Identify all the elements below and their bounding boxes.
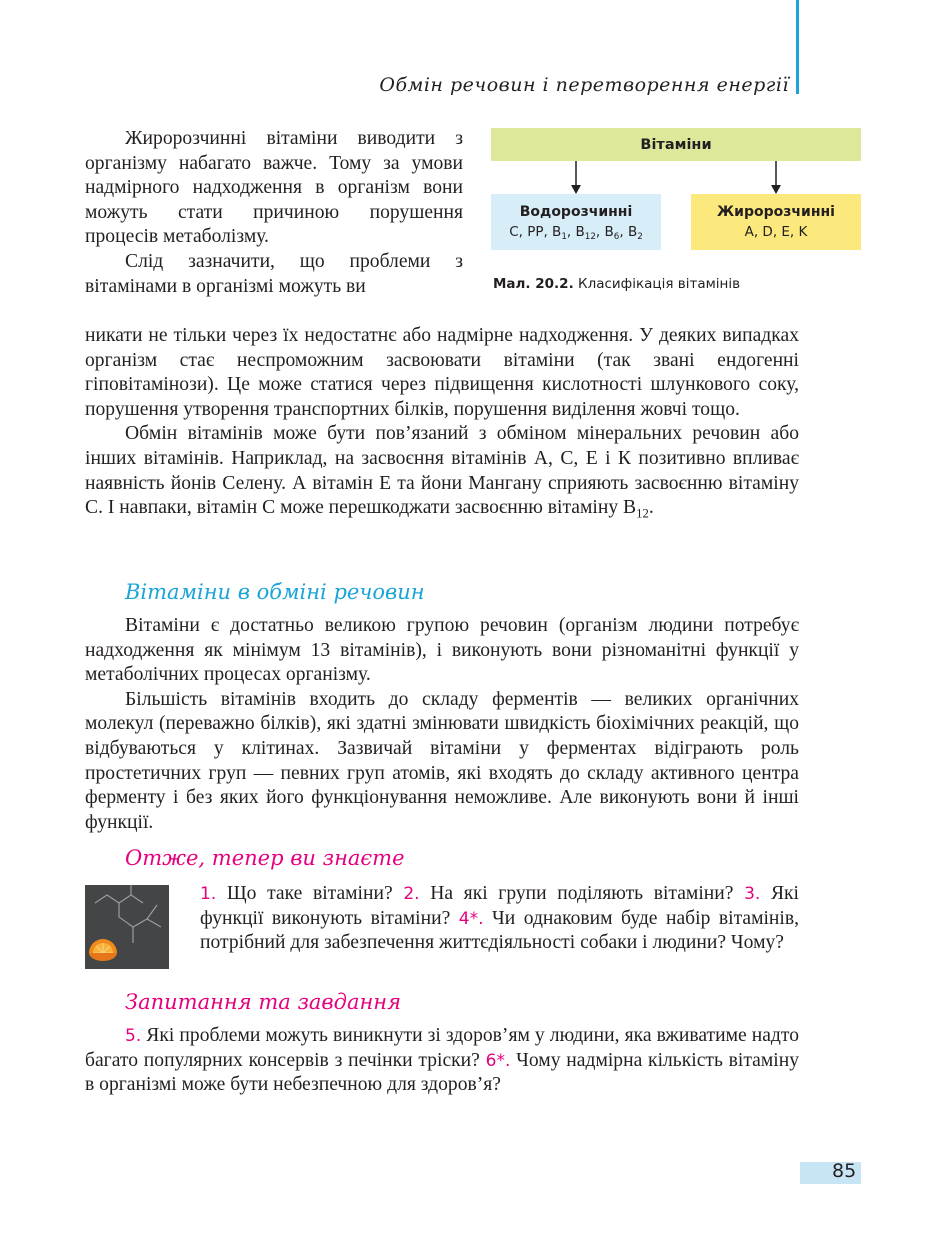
paragraph-vitamins-group: Вітаміни є достатньо великою групою речовин (організм людини потребує надходження як мінімум 13 вітамінів), і виконують вони різноманітні функції у метаболічних процесах організму. — [85, 615, 799, 686]
paragraph-problems-continued: никати не тільки через їх недостатнє або надмірне надходження. У деяких випадках організм стає неспроможним засвоювати вітаміни (так звані ендогенні гіповітамінози). Це може статися через підвищення кислотності шлункового соку, порушення утворення транспортних білків, порушення виділення жовчі тощо. — [85, 325, 799, 420]
section-heading-summary: Отже, тепер ви знаєте — [125, 846, 405, 870]
running-header: Обмін речовин і перетворення енергії — [379, 74, 789, 96]
diagram-box-fat-soluble — [691, 194, 861, 250]
summary-questions — [200, 882, 799, 956]
main-text-block — [85, 324, 799, 521]
paragraph-enzymes: Більшість вітамінів входить до складу ферментів — великих органічних молекул (переважно білків), які здатні змінювати швидкість біохімічних реакцій, що відбуваються у клітинах. Зазвичай вітаміни у ферментах відіграють роль простетичних груп — певних груп атомів, які входять до складу активного центра ферменту і без яких його функціонування неможливе. Але виконують вони й інші функції. — [85, 688, 799, 833]
page-number: 85 — [832, 1160, 857, 1182]
water-soluble-list: C, PP, $B_1$, $B_{12}$, $B_6$, $B_2$ — [509, 224, 643, 243]
questions-block — [85, 1024, 799, 1098]
arrow-down-icon — [766, 161, 786, 195]
header-accent-bar — [796, 0, 799, 94]
fat-soluble-title: Жиророзчинні — [717, 204, 835, 220]
orange-chalkboard-image — [85, 885, 169, 969]
diagram-root-vitamins: Вітаміни — [491, 128, 861, 161]
water-soluble-title: Водорозчинні — [519, 204, 633, 220]
left-column — [85, 127, 463, 299]
paragraph-problems-start: Слід зазначити, що проблеми з вітамінами в організмі можуть ви — [85, 250, 463, 297]
arrow-down-icon — [566, 161, 586, 195]
questions-text: 5. Які проблеми можуть виникнути зі здоров’ям у людини, яка вживатиме надто багато популярних консервів з печінки тріски? 6*. Чому надмірна кількість вітаміну в організмі може бути небезпечною для здоров’я? — [85, 1025, 799, 1096]
summary-questions-text: 1. Що таке вітаміни? 2. На які групи поділяють вітаміни? 3. Які функції виконують вітаміни? 4*. Чи однаковим буде набір вітамінів, потрібний для забезпечення життєдіяльності собаки і людини? Чому? — [200, 883, 800, 954]
section1-text — [85, 614, 799, 835]
fat-soluble-list: A, D, E, K — [744, 224, 808, 240]
chemistry-illustration — [85, 885, 169, 969]
section-heading-vitamins-metabolism: Вітаміни в обміні речовин — [125, 580, 425, 604]
diagram-box-water-soluble — [491, 194, 661, 250]
paragraph-vitamin-exchange: Обмін вітамінів може бути пов’язаний з обміном мінеральних речовин або інших вітамінів. Наприклад, на засвоєння вітамінів А, С, Е і К позитивно впливає наявність йонів Селену. А вітамін Е та йони Мангану сприяють засвоєнню вітаміну С. І навпаки, вітамін С може перешкоджати засвоєнню вітаміну $В_{12}$. — [85, 423, 799, 521]
figure-caption — [493, 276, 740, 292]
section-heading-questions: Запитання та завдання — [125, 990, 402, 1014]
caption-text: Класифікація вітамінів — [578, 276, 741, 292]
caption-label: Мал. 20.2. — [493, 276, 574, 292]
paragraph-fat-soluble: Жиророзчинні вітаміни виводити з організму набагато важче. Тому за умови надмірного надходження в організм вони можуть стати причиною порушення процесів метаболізму. — [85, 128, 463, 248]
